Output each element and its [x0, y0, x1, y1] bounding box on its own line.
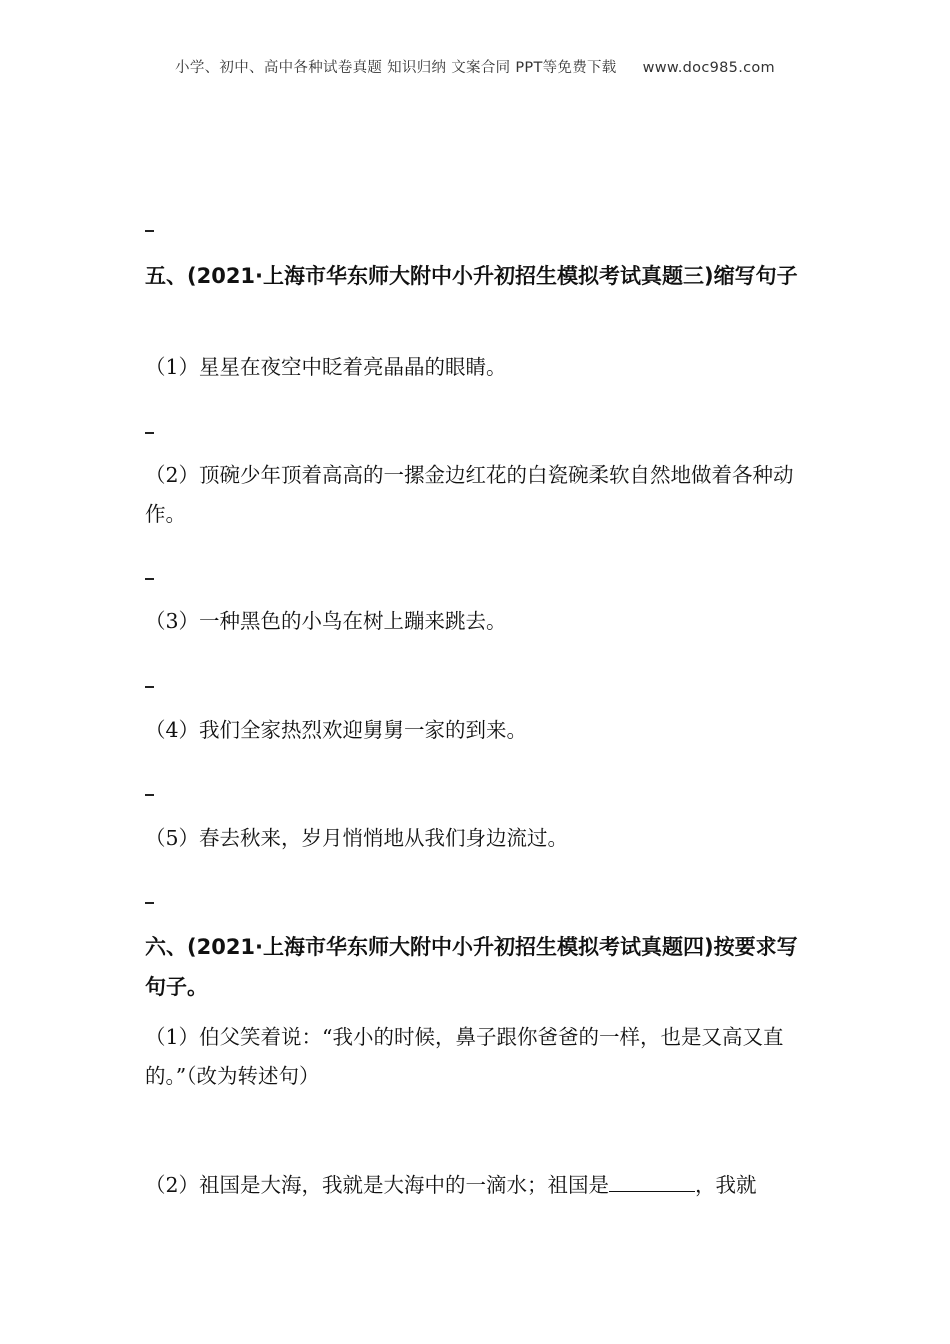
- question-6-2-after: ，我就: [695, 1173, 757, 1197]
- answer-blank-mark: [145, 432, 154, 434]
- section-5-title: 五、(2021·上海市华东师大附中小升初招生模拟考试真题三)缩写句子: [145, 264, 798, 288]
- question-5-4: （4）我们全家热烈欢迎舅舅一家的到来。: [145, 718, 528, 742]
- section-6-title: 六、(2021·上海市华东师大附中小升初招生模拟考试真题四)按要求写句子。: [145, 935, 798, 999]
- page-header: [0, 56, 950, 77]
- answer-blank-mark: [145, 686, 154, 688]
- question-5-1: （1）星星在夜空中眨着亮晶晶的眼睛。: [145, 355, 507, 379]
- question-5-5: （5）春去秋来，岁月悄悄地从我们身边流过。: [145, 826, 569, 850]
- question-5-2: （2）顶碗少年顶着高高的一摞金边红花的白瓷碗柔软自然地做着各种动作。: [145, 463, 794, 526]
- question-6-2: [145, 1166, 810, 1205]
- question-6-1: （1）伯父笑着说：“我小的时候，鼻子跟你爸爸的一样，也是又高又直的。”（改为转述句）: [145, 1025, 784, 1088]
- answer-blank-mark: [145, 230, 154, 232]
- fill-in-blank[interactable]: [609, 1171, 695, 1192]
- question-6-2-before: （2）祖国是大海，我就是大海中的一滴水；祖国是: [145, 1173, 610, 1197]
- answer-blank-mark: [145, 578, 154, 580]
- answer-blank-mark: [145, 794, 154, 796]
- header-banner: 小学、初中、高中各种试卷真题 知识归纳 文案合同 PPT等免费下载: [175, 60, 617, 76]
- question-5-3: （3）一种黑色的小鸟在树上蹦来跳去。: [145, 609, 507, 633]
- header-site-link[interactable]: www.doc985.com: [642, 60, 775, 76]
- answer-blank-mark: [145, 902, 154, 904]
